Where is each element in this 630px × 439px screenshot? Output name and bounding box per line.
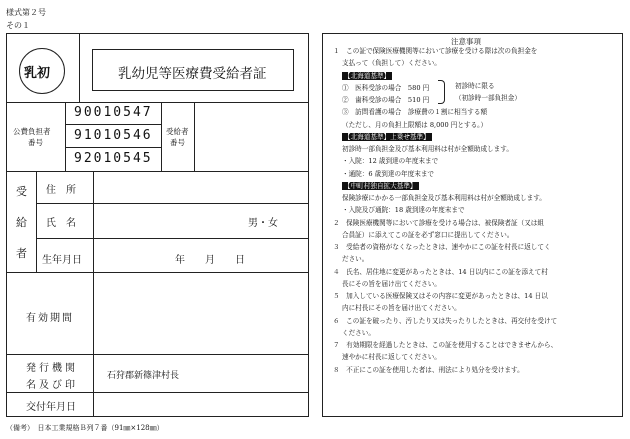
- brace-icon: [438, 80, 445, 104]
- note-line: ７ 有効期限を経過したときは、この証を使用することはできませんから、: [333, 341, 558, 349]
- note-line: ３ 受給者の資格がなくなったときは、速やかにこの証を村長に返してく: [333, 243, 551, 251]
- note-line: ① 医科受診の場合 580 円: [342, 83, 430, 92]
- address-label: 住 所: [46, 185, 76, 196]
- note-line: 初診時一部負担金及び基本利用料は村が全額助成します。: [342, 145, 513, 153]
- note-line: ４ 氏名、居住地に変更があったときは、14 日以内にこの証を添えて村: [333, 267, 548, 276]
- note-line: ください。: [342, 328, 375, 337]
- issuer-value: 石狩郡新篠津村長: [107, 371, 180, 381]
- gender-field: 男・女: [248, 218, 278, 229]
- name-label: 氏 名: [46, 218, 76, 229]
- issuer-label-2: 名及び印: [26, 380, 78, 391]
- recipient-side-3: 者: [16, 247, 27, 260]
- note-line: ・通院：6 歳到達の年度末まで: [342, 169, 435, 178]
- note-line: 長にその旨を届け出てください。: [342, 279, 441, 288]
- valid-period-label: 有効期間: [26, 313, 74, 324]
- note-line: ８ 不正にこの証を使用した者は、刑法により処分を受けます。: [333, 365, 524, 374]
- payer-number-3: 92010545: [74, 151, 153, 166]
- recipient-number-label-2: 番号: [170, 138, 185, 147]
- dob-units: 年 月 日: [175, 255, 245, 266]
- note-line: 保険診療にかかる一部負担金及び基本利用料は村が全額助成します。: [342, 194, 546, 202]
- note-line: ６ この証を破ったり、汚したり又は失ったりしたときは、再交付を受けて: [333, 316, 558, 325]
- note-line: ２ 保険医療機関等において診療を受ける場合は、被保険者証（又は組: [333, 218, 544, 227]
- brace-note-2: （初診時一部負担金）: [455, 94, 521, 102]
- form-number: 様式第２号: [6, 8, 46, 17]
- seal-text: 乳初: [24, 66, 51, 81]
- payer-number-1: 90010547: [74, 105, 153, 120]
- note-line: ・入院及び通院：18 歳到達の年度末まで: [342, 206, 465, 215]
- note-line: 支払って（負担して）ください。: [342, 59, 441, 68]
- note-line: ５ 加入している医療保険又はその内容に変更があったときは、14 日以: [333, 292, 548, 300]
- note-line: 【中町村独自拡大基準】: [344, 181, 417, 190]
- card-title: 乳幼児等医療費受給者証: [118, 66, 267, 82]
- recipient-number-label: 受給者: [166, 127, 189, 136]
- note-line: １ この証で保険医療機関等において診療を受ける際は次の負担金を: [333, 47, 538, 55]
- note-line: 合員証）に添えてこの証を必ず窓口に提出してください。: [342, 230, 514, 239]
- dob-label: 生年月日: [42, 255, 82, 266]
- note-line: 速やかに村長に返してください。: [342, 353, 441, 362]
- note-line: 【北海道基準】: [344, 71, 391, 80]
- brace-note-1: 初診時に限る: [455, 82, 495, 90]
- footer-note: （備考） 日本工業規格Ｂ列７番（91㎜×128㎜）: [6, 424, 164, 432]
- page-number: その１: [6, 21, 30, 30]
- note-line: ② 歯科受診の場合 510 円: [342, 96, 430, 104]
- recipient-side-2: 給: [16, 216, 27, 229]
- payer-number-2: 91010546: [74, 128, 153, 143]
- note-line: （ただし、月の負担上限額は 8,000 円とする。）: [342, 120, 488, 129]
- payer-number-label: 公費負担者: [13, 127, 51, 136]
- issue-date-label: 交付年月日: [26, 402, 76, 413]
- payer-number-label-2: 番号: [28, 138, 43, 147]
- note-line: ださい。: [342, 255, 369, 264]
- notes-title: 注意事項: [451, 37, 481, 46]
- note-line: ③ 訪問看護の場合 診療費の１割に相当する額: [342, 108, 488, 117]
- note-line: 【北海道基準】上乗せ基準】: [344, 132, 430, 141]
- recipient-side-1: 受: [16, 185, 27, 198]
- issuer-label: 発行機関: [26, 363, 78, 374]
- note-line: ・入院：12 歳到達の年度末まで: [342, 157, 439, 166]
- note-line: 内に村長にその旨を届け出てください。: [342, 304, 461, 313]
